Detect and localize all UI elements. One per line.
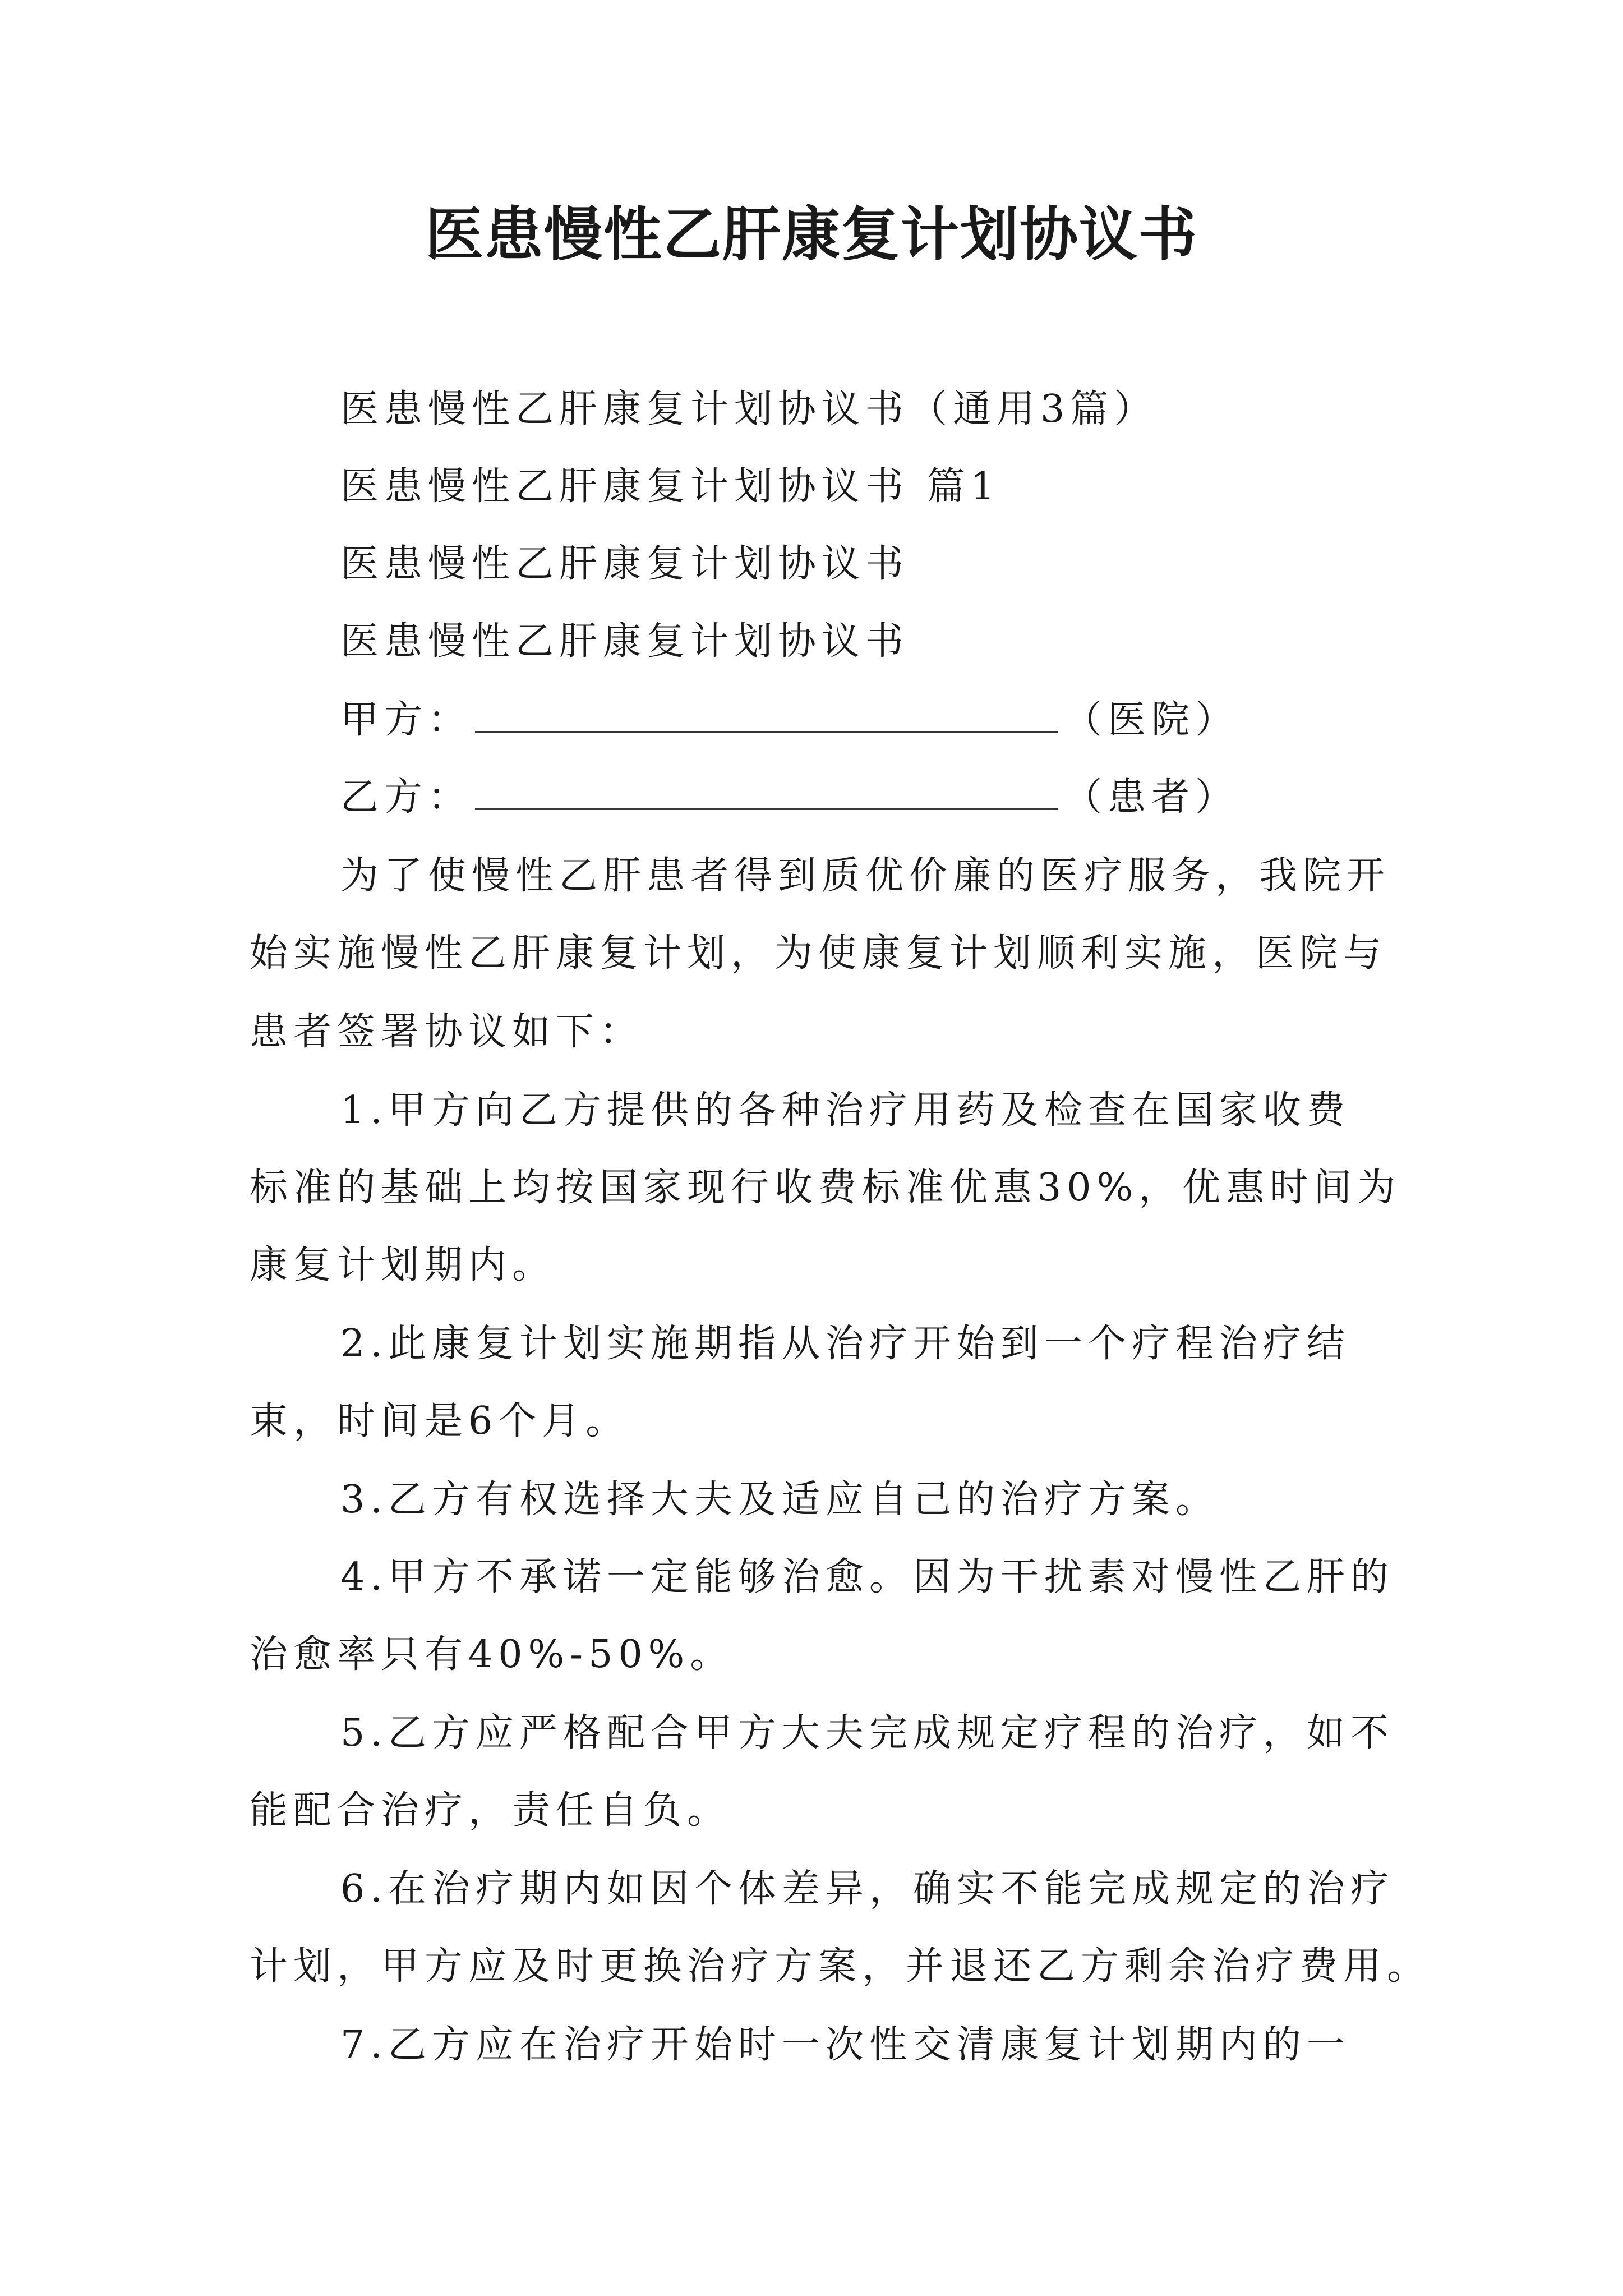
party-a-suffix: （医院）: [1064, 698, 1239, 742]
clause-line: 7.乙方应在治疗开始时一次性交清康复计划期内的一: [340, 2023, 1350, 2067]
party-b-suffix: （患者）: [1064, 775, 1239, 820]
clause-line: 能配合治疗，责任自负。: [250, 1788, 731, 1833]
clause-line: 1.甲方向乙方提供的各种治疗用药及检查在国家收费: [340, 1088, 1350, 1133]
clause-line: 6.在治疗期内如因个体差异，确实不能完成规定的治疗: [340, 1867, 1394, 1911]
party-b-line: [340, 770, 1239, 826]
page-title: 医患慢性乙肝康复计划协议书: [425, 200, 1198, 269]
subtitle-line: 医患慢性乙肝康复计划协议书（通用3篇）: [340, 387, 1158, 431]
party-b-blank: [475, 802, 1058, 810]
section-heading: 医患慢性乙肝康复计划协议书 篇1: [340, 464, 1000, 509]
clause-line: 5.乙方应严格配合甲方大夫完成规定疗程的治疗，如不: [340, 1711, 1394, 1755]
heading-line: 医患慢性乙肝康复计划协议书: [340, 619, 910, 664]
party-a-line: [340, 692, 1239, 748]
clause-line: 治愈率只有40%-50%。: [250, 1632, 734, 1677]
clause-line: 4.甲方不承诺一定能够治愈。因为干扰素对慢性乙肝的: [340, 1555, 1394, 1599]
party-a-label: 甲方：: [340, 698, 472, 742]
intro-line: 患者签署协议如下：: [250, 1010, 644, 1054]
clause-line: 束，时间是6个月。: [250, 1399, 630, 1443]
clause-line: 3.乙方有权选择大夫及适应自己的治疗方案。: [340, 1478, 1219, 1522]
heading-line: 医患慢性乙肝康复计划协议书: [340, 542, 910, 586]
party-b-label: 乙方：: [340, 775, 472, 820]
intro-line: 始实施慢性乙肝康复计划，为使康复计划顺利实施，医院与: [250, 931, 1387, 976]
clause-line: 计划，甲方应及时更换治疗方案，并退还乙方剩余治疗费用。: [250, 1944, 1431, 1989]
intro-line: 为了使慢性乙肝患者得到质优价廉的医疗服务，我院开: [340, 854, 1391, 898]
clause-line: 标准的基础上均按国家现行收费标准优惠30%，优惠时间为: [250, 1166, 1401, 1210]
party-a-blank: [475, 724, 1058, 733]
clause-line: 2.此康复计划实施期指从治疗开始到一个疗程治疗结: [340, 1322, 1350, 1366]
clause-line: 康复计划期内。: [250, 1243, 556, 1287]
